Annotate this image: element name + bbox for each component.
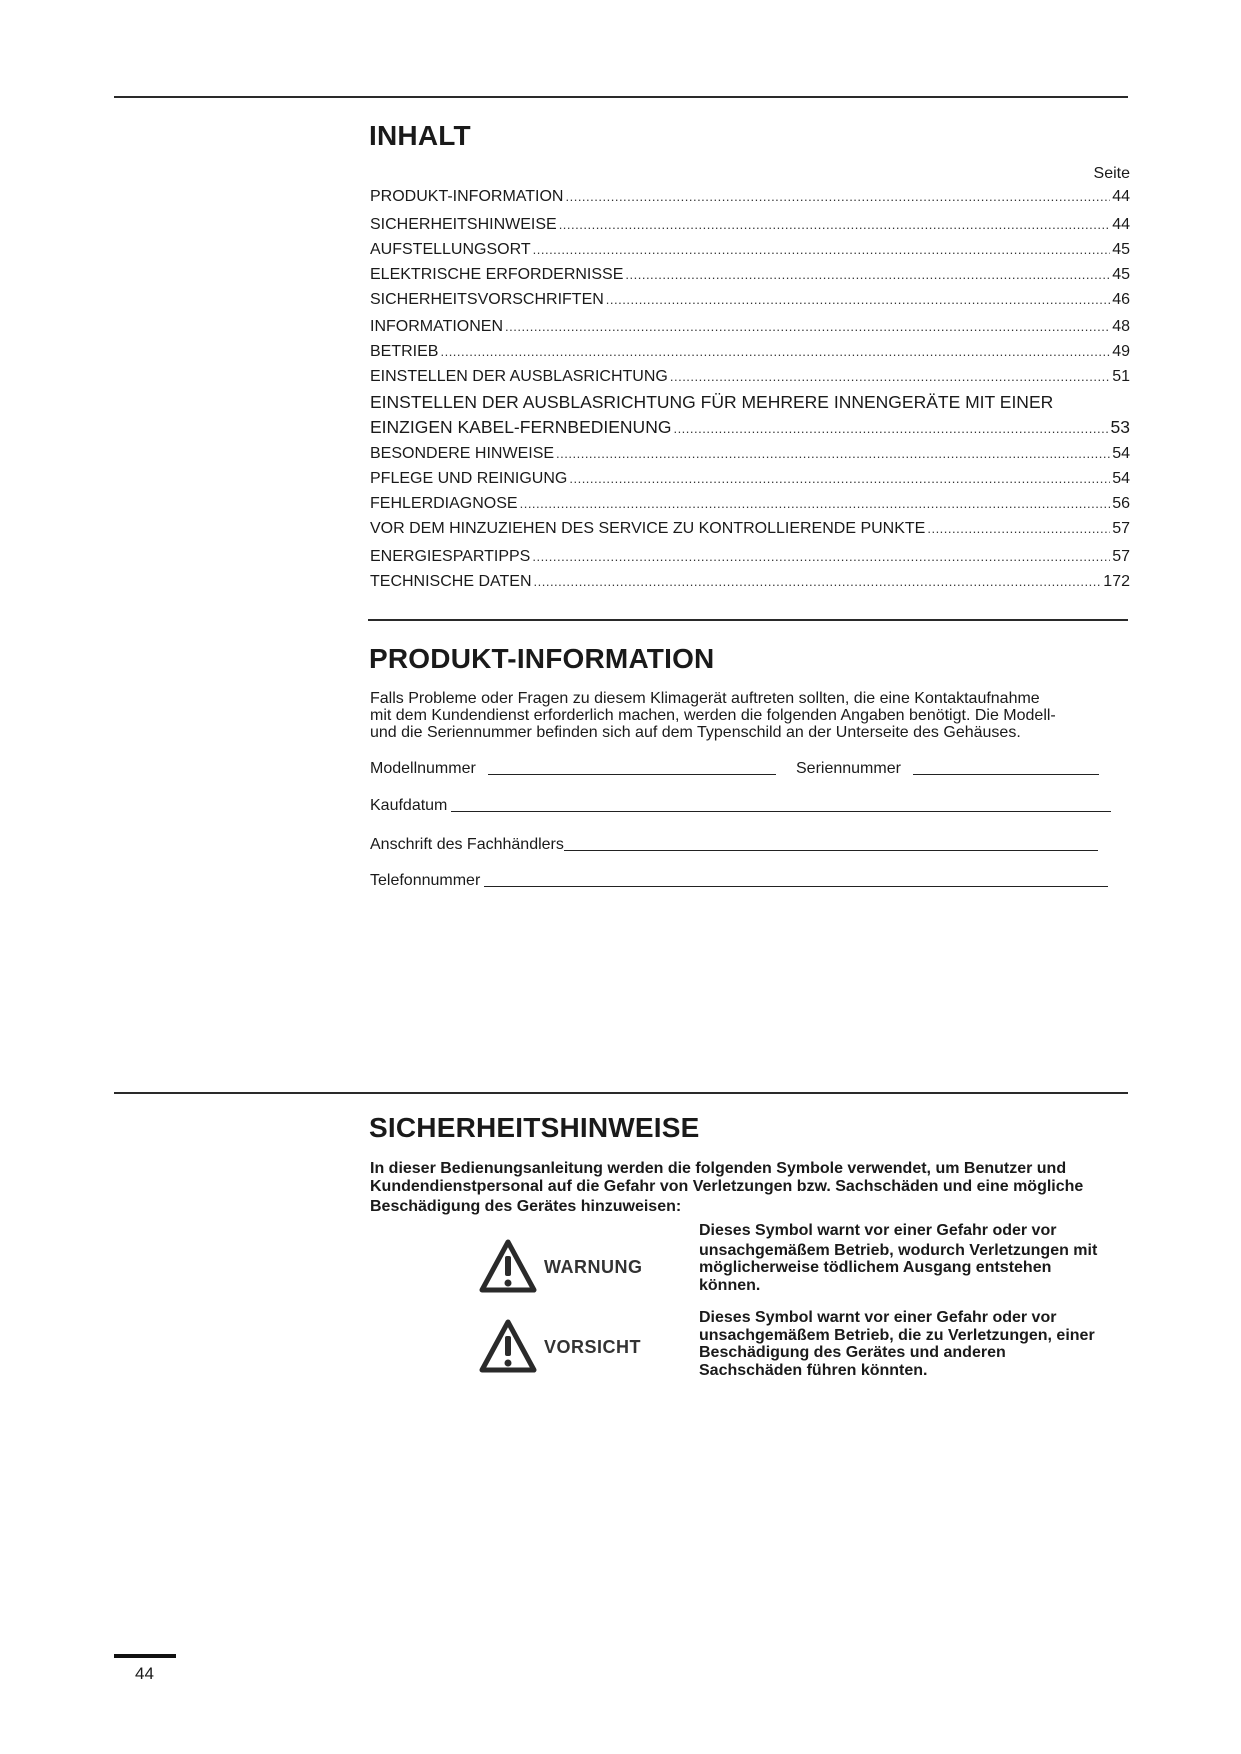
toc-leader <box>532 549 1110 564</box>
toc-leader <box>673 421 1108 436</box>
toc-leader <box>927 521 1110 536</box>
toc-leader <box>533 242 1111 257</box>
phone-number-line <box>484 885 1108 887</box>
toc-entry-title: ELEKTRISCHE ERFORDERNISSE <box>370 266 624 283</box>
toc-entry-page: 46 <box>1112 291 1130 308</box>
toc-entry[interactable] <box>370 520 1130 538</box>
dealer-address-label: Anschrift des Fachhändlers <box>370 836 564 853</box>
caution-label: VORSICHT <box>544 1336 642 1357</box>
toc-entry-title: SICHERHEITSHINWEISE <box>370 216 557 233</box>
caution-triangle-icon <box>478 1318 538 1376</box>
toc-entry-page: 57 <box>1112 548 1130 565</box>
product-info-heading: PRODUKT-INFORMATION <box>369 643 715 674</box>
toc-entry-title: SICHERHEITSVORSCHRIFTEN <box>370 291 604 308</box>
toc-entry[interactable] <box>370 495 1130 513</box>
page-number-bar <box>114 1654 176 1658</box>
serial-number-label: Seriennummer <box>796 760 901 777</box>
toc-entry-page: 44 <box>1112 216 1130 233</box>
purchase-date-label: Kaufdatum <box>370 797 448 814</box>
phone-number-label: Telefonnummer <box>370 872 481 889</box>
caution-line: Dieses Symbol warnt vor einer Gefahr oder vor <box>699 1309 1057 1326</box>
toc-entry-title: BETRIEB <box>370 343 439 360</box>
paragraph-line: mit dem Kundendienst erforderlich machen, werden die folgenden Angaben benötigt. Die Modell- <box>370 707 1056 724</box>
toc-entry-title: VOR DEM HINZUZIEHEN DES SERVICE ZU KONTROLLIERENDE PUNKTE <box>370 520 926 537</box>
toc-entry-title: AUFSTELLUNGSORT <box>370 241 531 258</box>
model-number-line <box>488 773 776 775</box>
phone-number-field[interactable] <box>370 872 1108 890</box>
model-number-label: Modellnummer <box>370 760 476 777</box>
toc-entry-page: 57 <box>1112 520 1130 537</box>
warning-symbol <box>478 1238 643 1296</box>
warning-triangle-icon <box>478 1238 538 1296</box>
safety-heading: SICHERHEITSHINWEISE <box>369 1112 700 1143</box>
caution-line: unsachgemäßem Betrieb, die zu Verletzungen, einer <box>699 1326 1095 1344</box>
warning-line: können. <box>699 1276 761 1294</box>
warning-description <box>699 1222 1139 1294</box>
toc-leader <box>569 471 1110 486</box>
serial-number-field[interactable] <box>796 760 1099 778</box>
toc-leader <box>556 446 1110 461</box>
page-number: 44 <box>135 1664 154 1683</box>
toc-leader <box>440 344 1110 359</box>
product-info-paragraph <box>370 690 1130 741</box>
toc-entry[interactable] <box>370 318 1130 336</box>
caution-line: Sachschäden führen könnten. <box>699 1361 928 1379</box>
toc-entry[interactable] <box>370 291 1130 309</box>
toc-leader <box>520 496 1111 511</box>
toc-leader <box>625 267 1110 282</box>
toc-entry-page: 54 <box>1112 445 1130 462</box>
toc-page-label: Seite <box>1093 165 1130 182</box>
toc-entry-page: 51 <box>1112 368 1130 385</box>
toc-entry[interactable] <box>370 445 1130 463</box>
model-number-field[interactable] <box>370 760 776 778</box>
warning-label: WARNUNG <box>544 1256 643 1277</box>
toc-entry[interactable] <box>370 188 1130 206</box>
warning-line: möglicherweise tödlichem Ausgang entstehen <box>699 1259 1052 1276</box>
toc-entry-title-line1: EINSTELLEN DER AUSBLASRICHTUNG FÜR MEHRERE INNENGERÄTE MIT EINER <box>370 392 1054 412</box>
toc-entry-page: 44 <box>1112 188 1130 205</box>
toc-leader <box>559 217 1111 232</box>
toc-entry[interactable] <box>370 573 1130 591</box>
toc-entry-page: 48 <box>1112 318 1130 335</box>
toc-divider <box>368 619 1128 621</box>
toc-leader <box>565 189 1110 204</box>
warning-line: unsachgemäßem Betrieb, wodurch Verletzungen mit <box>699 1241 1098 1259</box>
toc-entry-title: BESONDERE HINWEISE <box>370 445 555 462</box>
toc-entry[interactable] <box>370 548 1130 566</box>
toc-entry-page: 45 <box>1112 241 1130 258</box>
toc-entry-title: ENERGIESPARTIPPS <box>370 548 531 565</box>
toc-entry[interactable] <box>370 241 1130 259</box>
toc-entry[interactable] <box>370 470 1130 488</box>
toc-entry[interactable] <box>370 266 1130 284</box>
toc-leader <box>534 574 1102 589</box>
caution-description <box>699 1309 1139 1379</box>
top-divider <box>114 96 1128 98</box>
dealer-address-line <box>564 849 1098 851</box>
warning-line: Dieses Symbol warnt vor einer Gefahr oder vor <box>699 1222 1057 1239</box>
toc-entry-page: 56 <box>1112 495 1130 512</box>
toc-entry[interactable] <box>370 343 1130 361</box>
paragraph-line: Falls Probleme oder Fragen zu diesem Klimagerät auftreten sollten, die eine Kontaktaufnahme <box>370 690 1040 707</box>
safety-intro <box>370 1160 1140 1216</box>
toc-entry-title: EINZIGEN KABEL-FERNBEDIENUNG <box>370 417 672 437</box>
purchase-date-field[interactable] <box>370 797 1111 815</box>
serial-number-line <box>913 773 1099 775</box>
toc-entry-title: TECHNISCHE DATEN <box>370 573 532 590</box>
toc-entry-title: EINSTELLEN DER AUSBLASRICHTUNG <box>370 368 668 385</box>
toc-leader <box>670 369 1110 384</box>
toc-entry-page: 53 <box>1110 417 1130 437</box>
toc-entry[interactable] <box>370 417 1130 438</box>
paragraph-line: und die Seriennummer befinden sich auf dem Typenschild an der Unterseite des Gehäuses. <box>370 724 1021 741</box>
intro-line: Kundendienstpersonal auf die Gefahr von Verletzungen bzw. Sachschäden und eine mögliche <box>370 1177 1084 1195</box>
caution-line: Beschädigung des Gerätes und anderen <box>699 1344 1006 1361</box>
caution-symbol <box>478 1318 641 1376</box>
toc-entry-page: 172 <box>1103 573 1130 590</box>
toc-leader <box>606 292 1110 307</box>
section-divider <box>114 1092 1128 1094</box>
toc-entry-page: 45 <box>1112 266 1130 283</box>
toc-entry-title: INFORMATIONEN <box>370 318 504 335</box>
toc-entry-title: PRODUKT-INFORMATION <box>370 188 564 205</box>
intro-line: In dieser Bedienungsanleitung werden die folgenden Symbole verwendet, um Benutzer und <box>370 1160 1067 1177</box>
toc-entry-title: PFLEGE UND REINIGUNG <box>370 470 568 487</box>
intro-line: Beschädigung des Gerätes hinzuweisen: <box>370 1198 682 1215</box>
toc-entry-page: 49 <box>1112 343 1130 360</box>
purchase-date-line <box>451 810 1111 812</box>
dealer-address-field[interactable] <box>370 836 1098 854</box>
toc-heading: INHALT <box>369 120 471 151</box>
toc-entry[interactable] <box>370 368 1130 386</box>
toc-entry-page: 54 <box>1112 470 1130 487</box>
toc-leader <box>505 319 1110 334</box>
toc-entry[interactable] <box>370 216 1130 234</box>
toc-entry-title: FEHLERDIAGNOSE <box>370 495 518 512</box>
